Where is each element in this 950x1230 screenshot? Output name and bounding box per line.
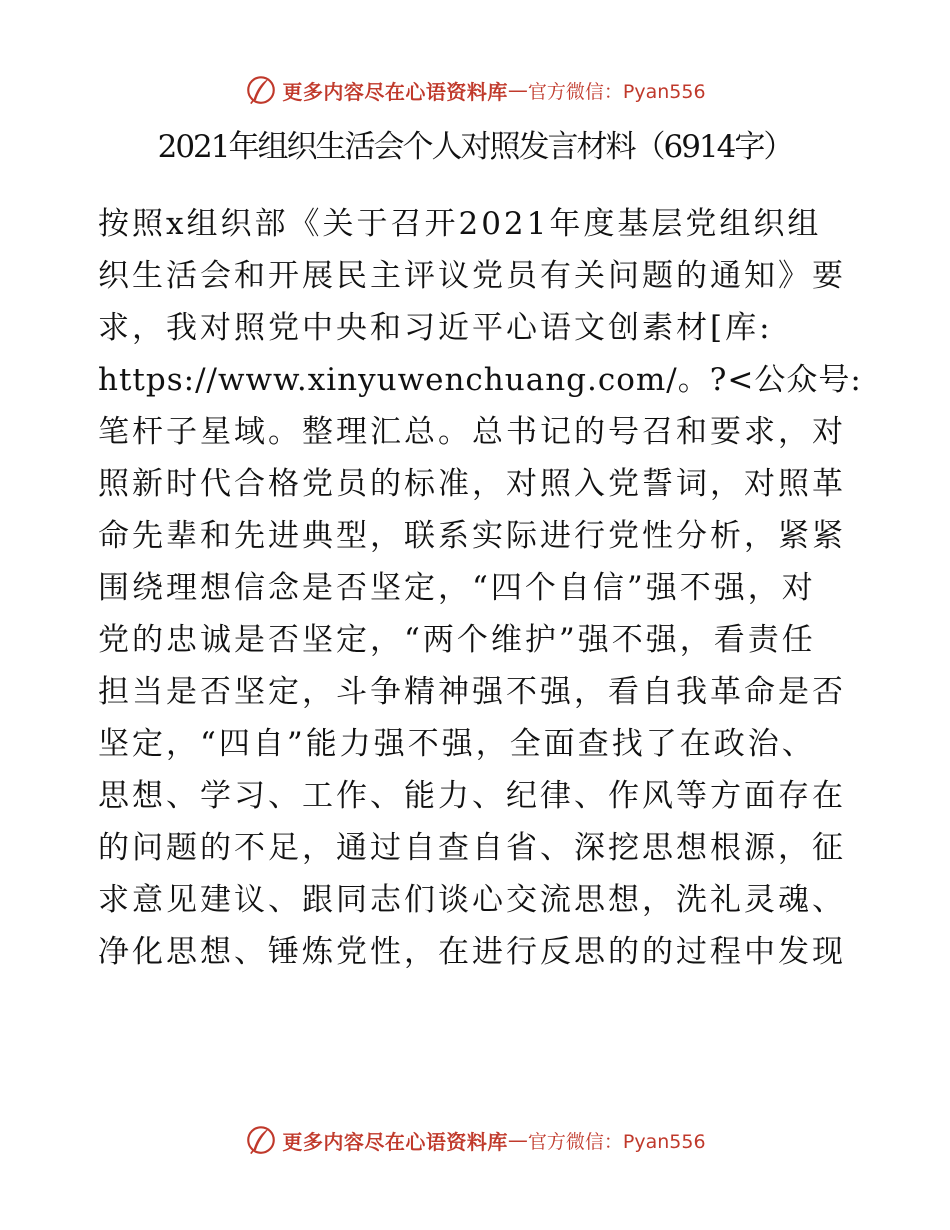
banner-brand: 更多内容尽在心语资料库 bbox=[282, 79, 508, 104]
body-line: 坚定，“四自”能力强不强，全面查找了在政治、 bbox=[98, 726, 816, 762]
banner-contact: 官方微信：Pyan556 bbox=[527, 80, 706, 103]
body-line: 求意见建议、跟同志们谈心交流思想，洗礼灵魂、 bbox=[98, 882, 846, 918]
document-title: 2021年组织生活会个人对照发言材料（6914字） bbox=[157, 129, 793, 165]
feather-pen-icon bbox=[244, 1123, 278, 1157]
body-line: 的问题的不足，通过自查自省、深挖思想根源，征 bbox=[98, 830, 846, 866]
body-line: 织生活会和开展民主评议党员有关问题的通知》要 bbox=[98, 258, 846, 294]
body-line: https://www.xinyuwenchuang.com/。?<公众号: bbox=[98, 362, 862, 398]
banner-separator: — bbox=[507, 1128, 528, 1152]
body-line: 笔杆子星域。整理汇总。总书记的号召和要求，对 bbox=[98, 414, 846, 450]
body-line: 思想、学习、工作、能力、纪律、作风等方面存在 bbox=[98, 778, 846, 814]
body-line: 求，我对照党中央和习近平心语文创素材[库: bbox=[98, 310, 773, 346]
footer-banner bbox=[0, 1120, 950, 1160]
banner-brand: 更多内容尽在心语资料库 bbox=[282, 1129, 508, 1154]
body-line: 按照x组织部《关于召开2021年度基层党组织组 bbox=[98, 206, 822, 242]
document-body bbox=[98, 198, 862, 978]
body-line: 照新时代合格党员的标准，对照入党誓词，对照革 bbox=[98, 466, 846, 502]
banner-contact: 官方微信：Pyan556 bbox=[527, 1130, 706, 1153]
header-banner bbox=[0, 70, 950, 110]
body-line: 党的忠诚是否坚定，“两个维护”强不强，看责任 bbox=[98, 622, 816, 658]
banner-separator: — bbox=[507, 78, 528, 102]
body-line: 净化思想、锤炼党性，在进行反思的的过程中发现 bbox=[98, 934, 846, 970]
body-line: 担当是否坚定，斗争精神强不强，看自我革命是否 bbox=[98, 674, 846, 710]
body-line: 围绕理想信念是否坚定，“四个自信”强不强，对 bbox=[98, 570, 816, 606]
body-line: 命先辈和先进典型，联系实际进行党性分析，紧紧 bbox=[98, 518, 846, 554]
feather-pen-icon bbox=[244, 73, 278, 107]
